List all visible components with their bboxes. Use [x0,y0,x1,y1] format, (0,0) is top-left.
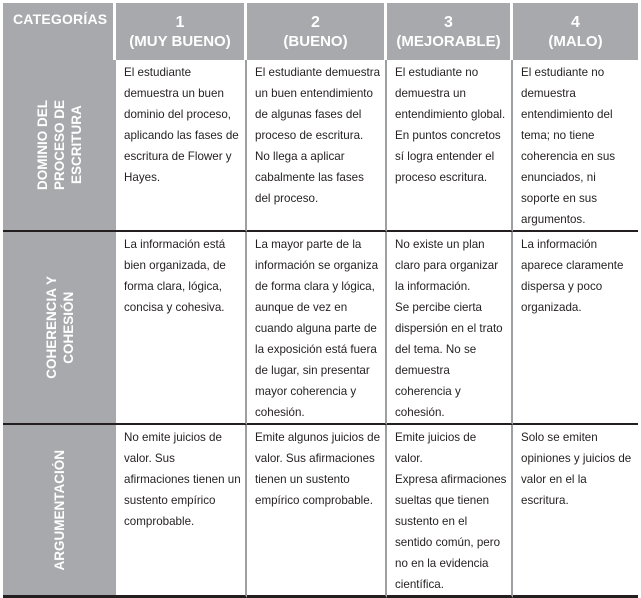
criterion-cell [387,232,513,425]
criterion-text: En puntos concretos sí logra entender el proceso escritura. [395,129,501,184]
level-label: (BUENO) [283,32,348,50]
criterion-text: Emite algunos juicios de valor. Sus afirmaciones tienen un sustento empírico comprobable. [255,431,381,507]
criterion-text: El estudiante demuestra un buen dominio del proceso, aplicando las fases de escritura de Flower y Hayes. [124,66,239,184]
criterion-text: No emite juicios de valor. Sus afirmaciones tienen un sustento empírico comprobable. [124,431,241,528]
category-cell [3,232,116,425]
level-number: 1 [175,13,185,31]
criterion-cell [247,232,387,425]
criterion-text: El estudiante no demuestra un entendimiento global. [395,66,506,121]
level-number: 3 [444,13,453,31]
criterion-text: El estudiante demuestra un buen entendimiento de algunas fases del proceso de escritura. [255,66,381,142]
criterion-cell [513,425,638,598]
criterion-text: Emite juicios de valor. [395,431,477,465]
criterion-cell [116,232,247,425]
level-number: 4 [571,13,580,31]
criterion-text: No llega a aplicar cabalmente las fases del proceso. [255,150,364,205]
category-label: COHERENCIA Y COHESIÓN [43,276,76,379]
level-number: 2 [311,13,320,31]
categories-header: CATEGORÍAS [3,3,116,60]
category-cell [3,60,116,232]
criterion-text: Expresa afirmaciones sueltas que tienen sustento en el sentido común, pero no en la evidencia científica. [395,473,507,591]
rubric-table [3,3,638,598]
criterion-text: La mayor parte de la información se organiza de forma clara y lógica, aunque de vez en cuando alguna parte de la exposición está fuera de lugar, sin presentar mayor coherencia y cohesión. [255,238,379,419]
criterion-cell [513,60,638,232]
level-header-4 [513,3,638,60]
header-row [3,3,638,60]
criterion-cell [116,60,247,232]
category-label: ARGUMENTACIÓN [52,449,67,571]
criterion-text: El estudiante no demuestra entendimiento del tema; no tiene coherencia en sus enunciados, ni soporte en sus argumentos. [521,66,616,226]
category-label: DOMINIO DEL PROCESO DE ESCRITURA [35,99,84,191]
criterion-text: No existe un plan claro para organizar la información. [395,238,499,293]
criterion-text: La información está bien organizada, de forma clara, lógica, concisa y cohesiva. [124,238,226,314]
level-label: (MALO) [548,32,603,50]
criterion-text: Solo se emiten opiniones y juicios de valor en el la escritura. [521,431,632,507]
level-label: (MEJORABLE) [396,32,501,50]
rubric-row-dominio [3,60,638,232]
criterion-cell [387,60,513,232]
category-cell [3,425,116,598]
rubric-row-argumentacion [3,425,638,598]
criterion-cell [247,425,387,598]
criterion-cell [247,60,387,232]
criterion-cell [513,232,638,425]
level-header-2 [247,3,387,60]
criterion-cell [116,425,247,598]
level-header-1 [116,3,247,60]
level-header-3 [387,3,513,60]
criterion-text: Se percibe cierta dispersión en el trato del tema. No se demuestra coherencia y cohesión. [395,301,503,419]
rubric-row-coherencia [3,232,638,425]
level-label: (MUY BUENO) [129,32,231,50]
criterion-cell [387,425,513,598]
criterion-text: La información aparece claramente dispersa y poco organizada. [521,238,624,314]
